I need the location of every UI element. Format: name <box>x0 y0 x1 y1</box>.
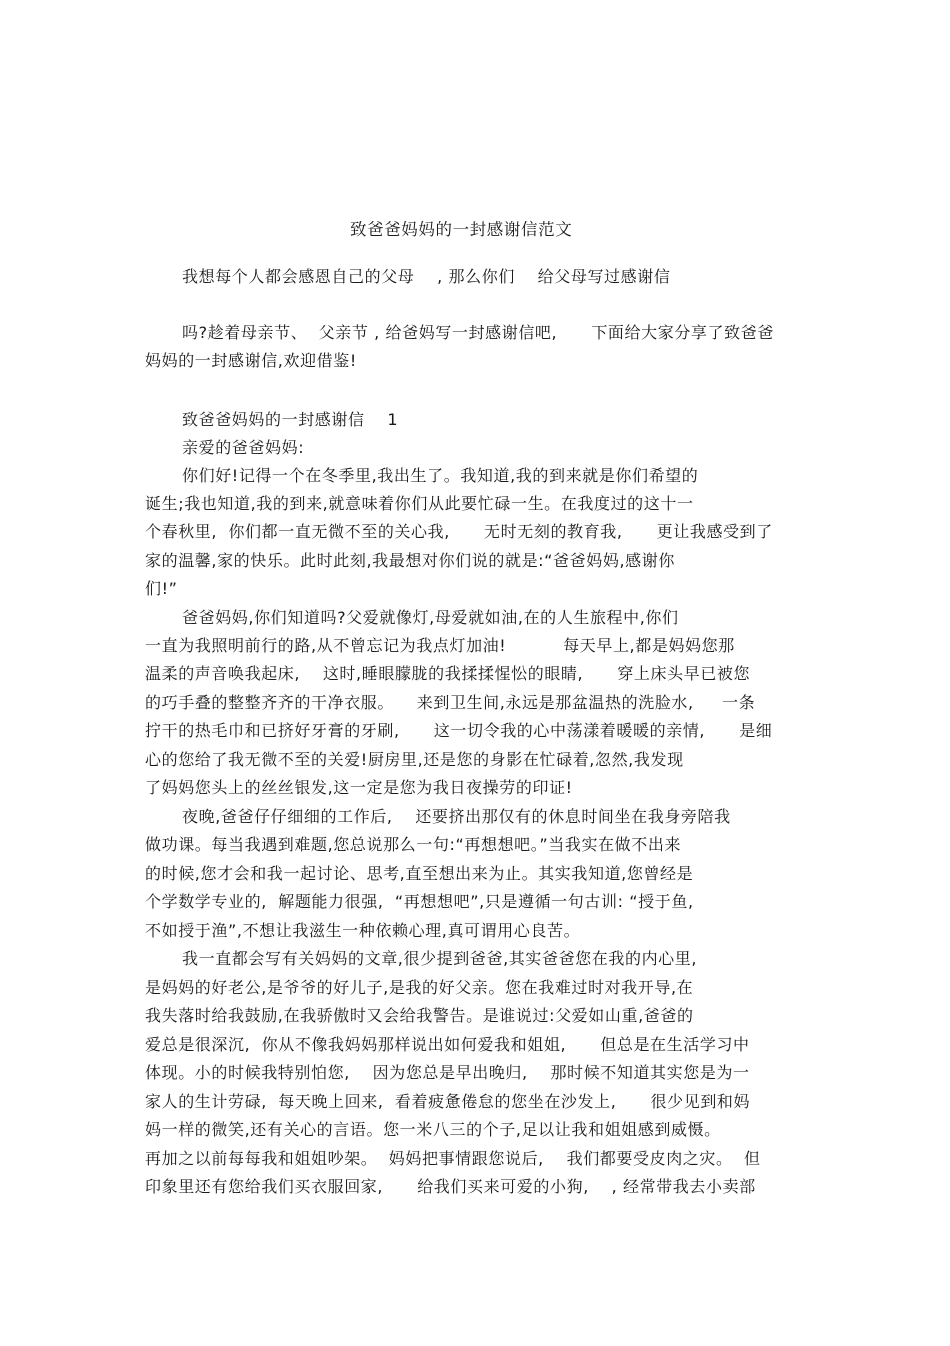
letter-line: 爸爸妈妈,你们知道吗?父爱就像灯,母爱就如油,在的人生旅程中,你们 <box>182 608 679 627</box>
letter-line: 的时候,您才会和我一起讨论、思考,直至想出来为止。其实我知道,您曾经是 <box>145 864 694 883</box>
letter-line: 再加之以前每每我和姐姐吵架。 妈妈把事情跟您说后, 我们都要受皮肉之灾。 但 <box>145 1149 761 1168</box>
letter-line: 不如授于渔”,不想让我滋生一种依赖心理,真可谓用心良苦。 <box>145 921 581 940</box>
letter-line: 拧干的热毛巾和已挤好牙膏的牙刷, 这一切令我的心中荡漾着暖暖的亲情, 是细 <box>145 721 773 740</box>
intro-line-2: 吗?趁着母亲节、 父亲节 , 给爸妈写一封感谢信吧, 下面给大家分享了致爸爸 <box>182 323 774 342</box>
letter-line: 了妈妈您头上的丝丝银发,这一定是您为我日夜操劳的印证! <box>145 778 573 797</box>
document-title: 致爸爸妈妈的一封感谢信范文 <box>350 220 573 239</box>
letter-line: 体现。小的时候我特别怕您, 因为您总是早出晚归, 那时候不知道其实您是为一 <box>145 1063 750 1082</box>
letter-line: 爱总是很深沉, 你从不像我妈妈那样说出如何爱我和姐姐, 但总是在生活学习中 <box>145 1035 750 1054</box>
letter-line: 个春秋里, 你们都一直无微不至的关心我, 无时无刻的教育我, 更让我感受到了 <box>145 522 773 541</box>
letter-line: 温柔的声音唤我起床, 这时,睡眼朦胧的我揉揉惺忪的眼睛, 穿上床头早已被您 <box>145 664 751 683</box>
letter-line: 你们好!记得一个在冬季里,我出生了。我知道,我的到来就是你们希望的 <box>182 466 699 485</box>
letter-heading: 致爸爸妈妈的一封感谢信 1 <box>182 410 399 429</box>
letter-line: 夜晚,爸爸仔仔细细的工作后, 还要挤出那仅有的休息时间坐在我身旁陪我 <box>182 807 731 826</box>
letter-line: 们!” <box>145 579 178 598</box>
letter-line: 心的您给了我无微不至的关爱!厨房里,还是您的身影在忙碌着,忽然,我发现 <box>145 750 684 769</box>
letter-line: 我失落时给我鼓励,在我骄傲时又会给我警告。是谁说过:父爱如山重,爸爸的 <box>145 1006 694 1025</box>
letter-line: 诞生;我也知道,我的到来,就意味着你们从此要忙碌一生。在我度过的这十一 <box>145 494 694 513</box>
letter-line: 妈一样的微笑,还有关心的言语。您一米八三的个子,足以让我和姐姐感到威慑。 <box>145 1120 721 1139</box>
letter-line: 的巧手叠的整整齐齐的干净衣服。 来到卫生间,永远是那盆温热的洗脸水, 一条 <box>145 693 756 712</box>
letter-line: 我一直都会写有关妈妈的文章,很少提到爸爸,其实爸爸您在我的内心里, <box>182 949 698 968</box>
letter-line: 印象里还有您给我们买衣服回家, 给我们买来可爱的小狗, , 经常带我去小卖部 <box>145 1177 756 1196</box>
intro-line-3: 妈妈的一封感谢信,欢迎借鉴! <box>145 351 357 370</box>
letter-line: 做功课。每当我遇到难题,您总说那么一句:“再想想吧。”当我实在做不出来 <box>145 835 682 854</box>
letter-line: 个学数学专业的, 解题能力很强, “再想想吧”,只是遵循一句古训: “授于鱼, <box>145 892 694 911</box>
letter-salutation: 亲爱的爸爸妈妈: <box>182 438 305 457</box>
intro-line-1: 我想每个人都会感恩自己的父母 , 那么你们 给父母写过感谢信 <box>182 267 671 286</box>
letter-line: 是妈妈的好老公,是爷爷的好儿子,是我的好父亲。您在我难过时对我开导,在 <box>145 978 694 997</box>
letter-line: 一直为我照明前行的路,从不曾忘记为我点灯加油! 每天早上,都是妈妈您那 <box>145 636 735 655</box>
letter-line: 家人的生计劳碌, 每天晚上回来, 看着疲惫倦怠的您坐在沙发上, 很少见到和妈 <box>145 1092 751 1111</box>
letter-line: 家的温馨,家的快乐。此时此刻,我最想对你们说的就是:“爸爸妈妈,感谢你 <box>145 551 675 570</box>
